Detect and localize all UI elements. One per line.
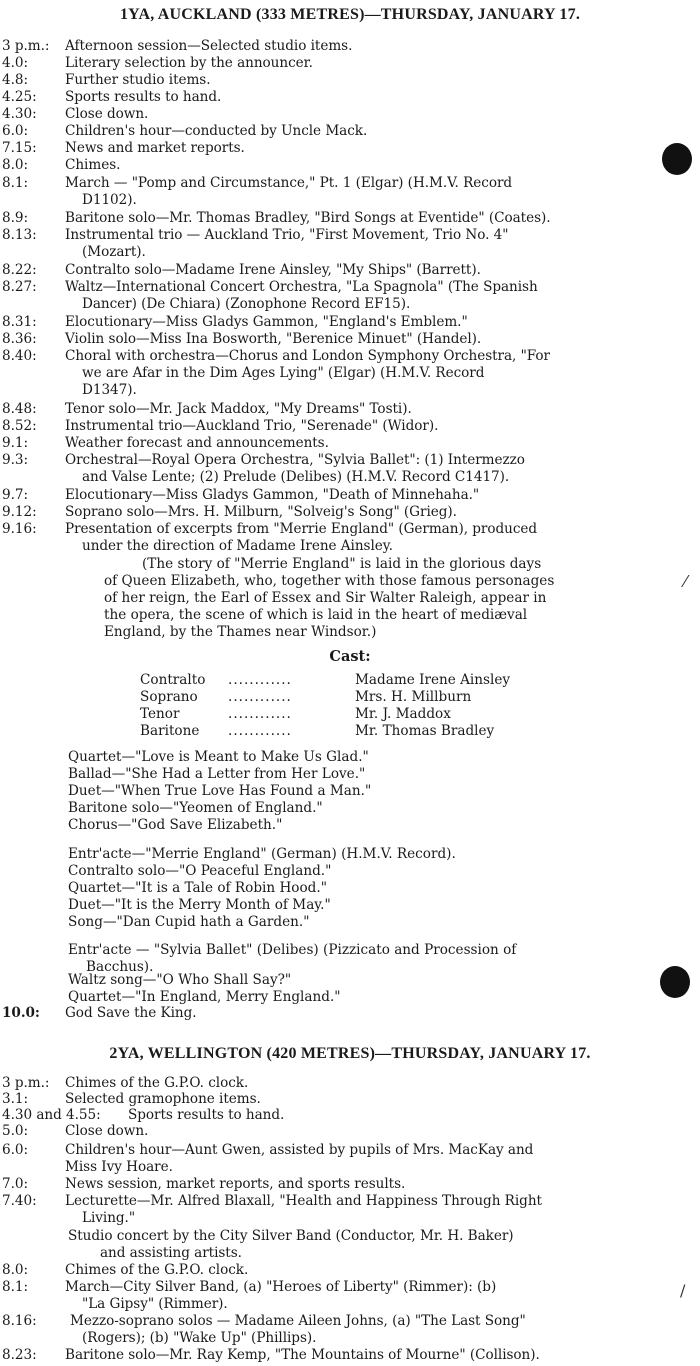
entry-text-continued: under the direction of Madame Irene Ainsley. bbox=[82, 538, 393, 554]
entry-text: Children's hour—conducted by Uncle Mack. bbox=[65, 123, 368, 139]
entry-time: 7.0: bbox=[2, 1176, 28, 1192]
entry-text: Choral with orchestra—Chorus and London Symphony Orchestra, "For bbox=[65, 348, 551, 364]
cast-singer: Mr. J. Maddox bbox=[355, 706, 451, 722]
entry-time: 9.1: bbox=[2, 435, 28, 451]
program-entry bbox=[0, 175, 690, 209]
entry-time: 4.25: bbox=[2, 89, 37, 105]
item-text: Entr'acte — "Sylvia Ballet" (Delibes) (Pizzicato and Procession of bbox=[68, 942, 517, 958]
entry-text: Chimes. bbox=[65, 157, 121, 173]
entry-text-continued: (Rogers); (b) "Wake Up" (Phillips). bbox=[82, 1330, 317, 1346]
entry-text-continued: Living." bbox=[82, 1210, 136, 1226]
entry-text: God Save the King. bbox=[65, 1005, 197, 1021]
programme-item: Ballad—"She Had a Letter from Her Love." bbox=[68, 766, 366, 782]
entry-text: Baritone solo—Mr. Ray Kemp, "The Mountains of Mourne" (Collison). bbox=[65, 1347, 540, 1363]
item-text-continued: Bacchus). bbox=[86, 959, 154, 975]
entry-time: 8.36: bbox=[2, 331, 37, 347]
entry-text: Instrumental trio — Auckland Trio, "First Movement, Trio No. 4" bbox=[65, 227, 509, 243]
entry-text: Presentation of excerpts from "Merrie England" (German), produced bbox=[65, 521, 538, 537]
entry-text: Afternoon session—Selected studio items. bbox=[65, 38, 353, 54]
story-line: the opera, the scene of which is laid in the heart of mediæval bbox=[104, 607, 528, 623]
entry-text: Further studio items. bbox=[65, 72, 211, 88]
entry-text-continued: and assisting artists. bbox=[100, 1245, 242, 1261]
entry-time: 7.40: bbox=[2, 1193, 37, 1209]
entry-time: 8.0: bbox=[2, 157, 28, 173]
entry-time: 8.40: bbox=[2, 348, 37, 364]
entry-text: Children's hour—Aunt Gwen, assisted by pupils of Mrs. MacKay and bbox=[65, 1142, 534, 1158]
section-heading-wellington: 2YA, WELLINGTON (420 METRES)—THURSDAY, JANUARY 17. bbox=[109, 1045, 591, 1062]
cast-singer: Madame Irene Ainsley bbox=[355, 672, 511, 688]
entry-text: Sports results to hand. bbox=[65, 89, 222, 105]
entry-text: Close down. bbox=[65, 106, 149, 122]
entry-text: Close down. bbox=[65, 1123, 149, 1139]
entry-text: Tenor solo—Mr. Jack Maddox, "My Dreams" Tosti). bbox=[65, 401, 412, 417]
entry-text: Chimes of the G.P.O. clock. bbox=[65, 1075, 249, 1091]
program-entry bbox=[0, 1142, 690, 1176]
entry-time: 8.16: bbox=[2, 1313, 37, 1329]
entry-time: 8.0: bbox=[2, 1262, 28, 1278]
programme-item: Duet—"When True Love Has Found a Man." bbox=[68, 783, 372, 799]
entry-text: Selected gramophone items. bbox=[65, 1091, 261, 1107]
story-line: (The story of "Merrie England" is laid in the glorious days bbox=[142, 556, 542, 572]
entry-time: 5.0: bbox=[2, 1123, 28, 1139]
programme-item: Duet—"It is the Merry Month of May." bbox=[68, 897, 331, 913]
program-entry bbox=[0, 279, 690, 313]
margin-mark: / bbox=[680, 1281, 686, 1300]
programme-item: Quartet—"In England, Merry England." bbox=[68, 989, 341, 1005]
entry-time: 4.8: bbox=[2, 72, 28, 88]
programme-item: Song—"Dan Cupid hath a Garden." bbox=[68, 914, 310, 930]
programme-item: Baritone solo—"Yeomen of England." bbox=[68, 800, 323, 816]
entry-text: Waltz—International Concert Orchestra, "La Spagnola" (The Spanish bbox=[65, 279, 538, 295]
entry-time: 8.27: bbox=[2, 279, 37, 295]
entry-time: 9.3: bbox=[2, 452, 28, 468]
entry-time: 8.1: bbox=[2, 1279, 28, 1295]
cast-singer: Mr. Thomas Bradley bbox=[355, 723, 495, 739]
entry-text: Sports results to hand. bbox=[128, 1107, 285, 1123]
program-entry bbox=[0, 521, 690, 555]
entry-text-continued: and Valse Lente; (2) Prelude (Delibes) (H.M.V. Record C1417). bbox=[82, 469, 510, 485]
entry-time: 8.23: bbox=[2, 1347, 37, 1363]
entry-text: Contralto solo—Madame Irene Ainsley, "My Ships" (Barrett). bbox=[65, 262, 481, 278]
entry-time: 6.0: bbox=[2, 1142, 28, 1158]
entry-text: Chimes of the G.P.O. clock. bbox=[65, 1262, 249, 1278]
leader-dots: ............ bbox=[228, 723, 292, 739]
entry-text-continued: "La Gipsy" (Rimmer). bbox=[82, 1296, 228, 1312]
entry-text-continued: Dancer) (De Chiara) (Zonophone Record EF15). bbox=[82, 296, 411, 312]
entry-text: March—City Silver Band, (a) "Heroes of Liberty" (Rimmer): (b) bbox=[65, 1279, 497, 1295]
entry-text: March — "Pomp and Circumstance," Pt. 1 (Elgar) (H.M.V. Record bbox=[65, 175, 513, 191]
entry-text: Soprano solo—Mrs. H. Milburn, "Solveig's Song" (Grieg). bbox=[65, 504, 457, 520]
entry-time: 8.13: bbox=[2, 227, 37, 243]
entry-time: 8.1: bbox=[2, 175, 28, 191]
leader-dots: ............ bbox=[228, 706, 292, 722]
cast-singer: Mrs. H. Millburn bbox=[355, 689, 472, 705]
entry-text: Weather forecast and announcements. bbox=[65, 435, 329, 451]
entry-text-continued: D1347). bbox=[82, 382, 137, 398]
entry-time: 9.16: bbox=[2, 521, 37, 537]
cast-role: Tenor bbox=[140, 706, 180, 722]
programme-item: Waltz song—"O Who Shall Say?" bbox=[68, 972, 292, 988]
entry-text: Baritone solo—Mr. Thomas Bradley, "Bird Songs at Eventide" (Coates). bbox=[65, 210, 551, 226]
program-entry bbox=[0, 1228, 690, 1262]
entry-text: Instrumental trio—Auckland Trio, "Serenade" (Widor). bbox=[65, 418, 439, 434]
entry-text-continued: Miss Ivy Hoare. bbox=[65, 1159, 173, 1175]
margin-mark: ⁄ bbox=[684, 572, 687, 591]
programme-item: Contralto solo—"O Peaceful England." bbox=[68, 863, 332, 879]
entry-time: 8.22: bbox=[2, 262, 37, 278]
entry-time: 8.31: bbox=[2, 314, 37, 330]
entry-time: 4.30 and 4.55: bbox=[2, 1107, 101, 1123]
entry-text: Lecturette—Mr. Alfred Blaxall, "Health and Happiness Through Right bbox=[65, 1193, 542, 1209]
section-heading-auckland: 1YA, AUCKLAND (333 METRES)—THURSDAY, JANUARY 17. bbox=[119, 6, 581, 23]
story-line: of her reign, the Earl of Essex and Sir Walter Raleigh, appear in bbox=[104, 590, 547, 606]
entry-text: Elocutionary—Miss Gladys Gammon, "Death of Minnehaha." bbox=[65, 487, 480, 503]
entry-text-continued: we are Afar in the Dim Ages Lying" (Elgar) (H.M.V. Record bbox=[82, 365, 485, 381]
entry-time: 4.0: bbox=[2, 55, 28, 71]
program-entry bbox=[0, 1313, 690, 1347]
entry-text-continued: (Mozart). bbox=[82, 244, 146, 260]
leader-dots: ............ bbox=[228, 672, 292, 688]
programme-item bbox=[68, 942, 516, 976]
entry-text: News session, market reports, and sports results. bbox=[65, 1176, 406, 1192]
cast-title: Cast: bbox=[329, 648, 371, 665]
entry-time: 3.1: bbox=[2, 1091, 28, 1107]
entry-text: Orchestral—Royal Opera Orchestra, "Sylvia Ballet": (1) Intermezzo bbox=[65, 452, 525, 468]
entry-text-continued: D1102). bbox=[82, 192, 137, 208]
story-line: of Queen Elizabeth, who, together with those famous personages bbox=[104, 573, 555, 589]
entry-time: 9.12: bbox=[2, 504, 37, 520]
entry-time: 8.52: bbox=[2, 418, 37, 434]
ink-blot bbox=[662, 143, 692, 175]
programme-item: Quartet—"It is a Tale of Robin Hood." bbox=[68, 880, 327, 896]
program-entry bbox=[0, 452, 690, 486]
cast-role: Soprano bbox=[140, 689, 198, 705]
ink-blot bbox=[660, 966, 690, 998]
entry-time: 8.48: bbox=[2, 401, 37, 417]
program-entry bbox=[0, 227, 690, 261]
programme-item: Entr'acte—"Merrie England" (German) (H.M.V. Record). bbox=[68, 846, 456, 862]
entry-text: Literary selection by the announcer. bbox=[65, 55, 313, 71]
program-entry bbox=[0, 348, 690, 399]
entry-text: Studio concert by the City Silver Band (Conductor, Mr. H. Baker) bbox=[68, 1228, 514, 1244]
entry-text: News and market reports. bbox=[65, 140, 245, 156]
entry-time: 3 p.m.: bbox=[2, 1075, 50, 1091]
entry-time: 3 p.m.: bbox=[2, 38, 50, 54]
entry-time: 10.0: bbox=[2, 1005, 40, 1021]
programme-item: Chorus—"God Save Elizabeth." bbox=[68, 817, 283, 833]
leader-dots: ............ bbox=[228, 689, 292, 705]
entry-text: Mezzo-soprano solos — Madame Aileen Johns, (a) "The Last Song" bbox=[70, 1313, 526, 1329]
programme-item: Quartet—"Love is Meant to Make Us Glad." bbox=[68, 749, 369, 765]
cast-role: Baritone bbox=[140, 723, 200, 739]
entry-time: 8.9: bbox=[2, 210, 28, 226]
entry-text: Elocutionary—Miss Gladys Gammon, "England's Emblem." bbox=[65, 314, 468, 330]
entry-time: 4.30: bbox=[2, 106, 37, 122]
entry-time: 9.7: bbox=[2, 487, 28, 503]
cast-role: Contralto bbox=[140, 672, 206, 688]
entry-text: Violin solo—Miss Ina Bosworth, "Berenice Minuet" (Handel). bbox=[65, 331, 482, 347]
program-entry bbox=[0, 1279, 690, 1313]
entry-time: 7.15: bbox=[2, 140, 37, 156]
entry-time: 6.0: bbox=[2, 123, 28, 139]
story-line: England, by the Thames near Windsor.) bbox=[104, 624, 377, 640]
program-entry bbox=[0, 1193, 690, 1227]
